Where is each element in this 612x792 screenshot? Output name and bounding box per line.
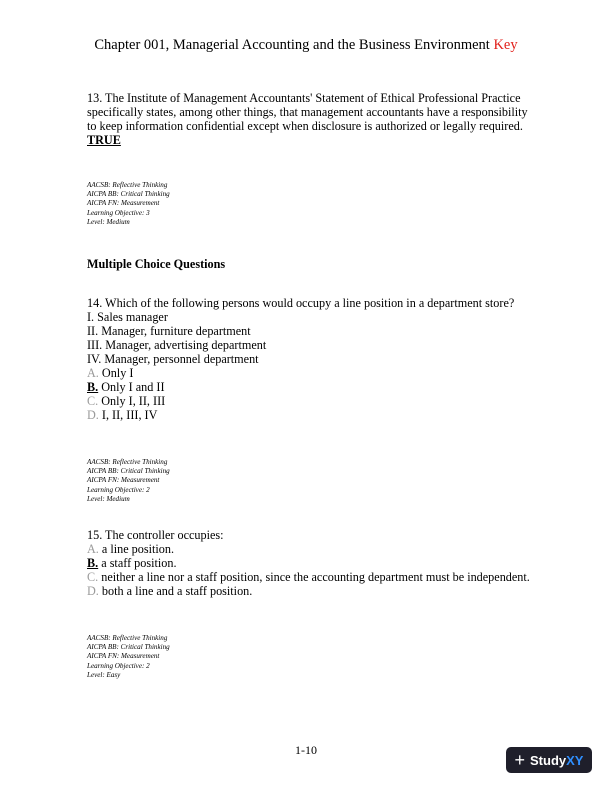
option-letter: D. <box>87 584 99 598</box>
option-letter: D. <box>87 408 99 422</box>
badge-brand <box>530 753 583 768</box>
meta-line: AACSB: Reflective Thinking <box>87 181 168 189</box>
question-15-option-c <box>87 570 547 584</box>
option-letter: A. <box>87 366 99 380</box>
studyxy-badge[interactable] <box>506 747 592 773</box>
question-15-option-b <box>87 556 547 570</box>
meta-line: AICPA FN: Measurement <box>87 652 160 661</box>
option-text: a line position. <box>101 542 175 556</box>
page-number: 1-10 <box>295 743 317 757</box>
question-15 <box>87 528 547 598</box>
question-14-option-b <box>87 380 557 394</box>
question-14-item: I. Sales manager <box>87 310 168 324</box>
question-13-meta <box>87 181 170 227</box>
meta-line: Learning Objective: 2 <box>87 485 150 494</box>
meta-line: AICPA BB: Critical Thinking <box>87 467 170 476</box>
option-letter: C. <box>87 394 99 408</box>
option-text: Only I and II <box>101 380 165 394</box>
header-key-label: Key <box>493 37 518 53</box>
option-letter: A. <box>87 542 99 556</box>
question-14-item: IV. Manager, personnel department <box>87 352 259 366</box>
meta-line: AACSB: Reflective Thinking <box>87 458 168 466</box>
question-13 <box>87 91 537 147</box>
meta-line: AICPA BB: Critical Thinking <box>87 643 170 652</box>
question-14 <box>87 296 557 422</box>
question-15-stem: 15. The controller occupies: <box>87 528 224 542</box>
question-15-meta <box>87 634 170 680</box>
meta-line: AICPA FN: Measurement <box>87 476 160 485</box>
header-title: Chapter 001, Managerial Accounting and the Business Environment <box>94 37 490 53</box>
meta-line: Level: Medium <box>87 494 130 503</box>
badge-brand-accent: XY <box>566 752 584 768</box>
option-letter-correct: B. <box>87 380 99 394</box>
meta-line: Level: Medium <box>87 217 130 226</box>
question-13-text: 13. The Institute of Management Accountants' Statement of Ethical Professional Practice specifically states, among other things, that management accountants have a responsibility to keep information confidential except when disclosure is authorized or legally required. <box>87 91 528 133</box>
question-14-item: II. Manager, furniture department <box>87 324 251 338</box>
question-14-option-a <box>87 366 557 380</box>
question-14-item: III. Manager, advertising department <box>87 338 267 352</box>
section-title: Multiple Choice Questions <box>87 257 226 271</box>
question-15-option-d <box>87 584 547 598</box>
meta-line: Learning Objective: 3 <box>87 208 150 217</box>
option-letter: C. <box>87 570 99 584</box>
option-text: I, II, III, IV <box>101 408 158 422</box>
plus-icon: + <box>514 750 526 770</box>
question-14-meta <box>87 458 170 504</box>
question-14-stem: 14. Which of the following persons would occupy a line position in a department store? <box>87 296 515 310</box>
option-text: Only I <box>101 366 134 380</box>
option-text: Only I, II, III <box>101 394 166 408</box>
meta-line: Level: Easy <box>87 670 121 679</box>
meta-line: AICPA FN: Measurement <box>87 199 160 208</box>
option-text: both a line and a staff position. <box>101 584 253 598</box>
question-14-option-d <box>87 408 557 422</box>
question-14-option-c <box>87 394 557 408</box>
meta-line: AICPA BB: Critical Thinking <box>87 190 170 199</box>
option-text: a staff position. <box>101 556 177 570</box>
question-15-option-a <box>87 542 547 556</box>
option-letter-correct: B. <box>87 556 99 570</box>
page-header <box>0 37 612 54</box>
option-text: neither a line nor a staff position, since the accounting department must be independent. <box>101 570 530 584</box>
question-13-answer: TRUE <box>87 133 121 147</box>
badge-brand-text: Study <box>530 752 567 768</box>
meta-line: AACSB: Reflective Thinking <box>87 634 168 642</box>
meta-line: Learning Objective: 2 <box>87 661 150 670</box>
